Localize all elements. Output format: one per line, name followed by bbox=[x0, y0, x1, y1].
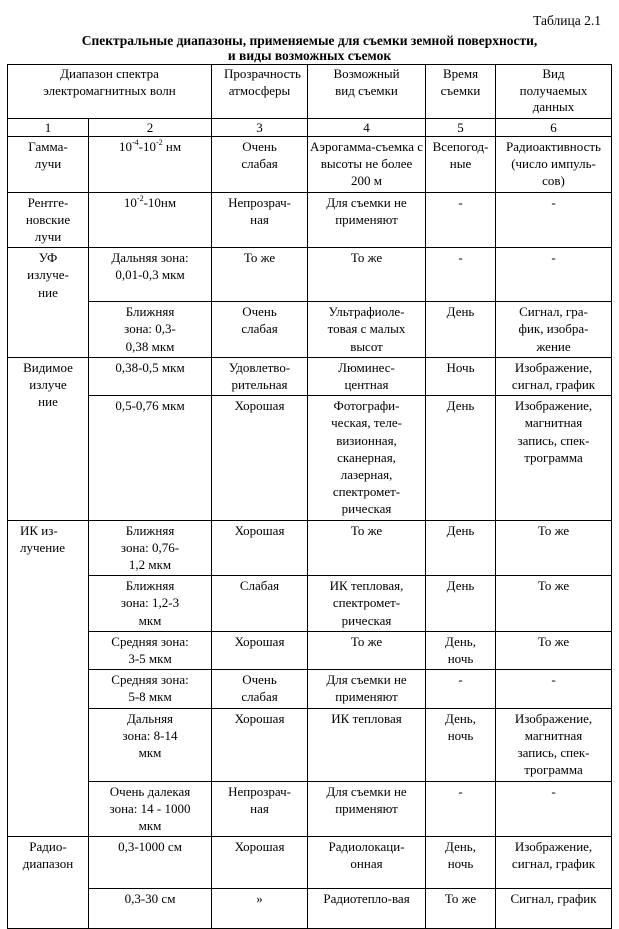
transparency-cell: Хорошая bbox=[212, 520, 308, 576]
transparency-cell: Хорошая bbox=[212, 837, 308, 889]
range-name-xray: Рентге-новские лучи bbox=[8, 192, 89, 248]
col-number: 3 bbox=[212, 119, 308, 137]
transparency-cell: Хорошая bbox=[212, 708, 308, 781]
table-row bbox=[8, 889, 612, 929]
table-row bbox=[8, 248, 612, 302]
range-name-uv: УФ излуче-ние bbox=[8, 248, 89, 358]
subrange-cell: Дальняя зона: 8-14 мкм bbox=[89, 708, 212, 781]
time-cell: День, ночь bbox=[426, 837, 496, 889]
time-cell: День, ночь bbox=[426, 631, 496, 669]
subrange-cell: Средняя зона: 3-5 мкм bbox=[89, 631, 212, 669]
transparency-cell: Очень слабая bbox=[212, 302, 308, 358]
time-cell: - bbox=[426, 670, 496, 708]
time-cell: День bbox=[426, 576, 496, 632]
transparency-cell: Слабая bbox=[212, 576, 308, 632]
survey-cell: То же bbox=[308, 631, 426, 669]
spectral-ranges-table bbox=[7, 64, 612, 929]
transparency-cell: Непрозрач-ная bbox=[212, 781, 308, 837]
col-number: 1 bbox=[8, 119, 89, 137]
transparency-cell: Очень слабая bbox=[212, 137, 308, 193]
range-name-ir: ИК из-лучение bbox=[8, 520, 89, 836]
table-title bbox=[0, 33, 619, 63]
header-data-kind: Вид получаемых данных bbox=[496, 65, 612, 119]
transparency-cell: Хорошая bbox=[212, 396, 308, 520]
data-cell: Изображение, магнитная запись, спек-трограмма bbox=[496, 708, 612, 781]
subrange-cell: $10^{-4}-10^{-2}$ нм bbox=[89, 137, 212, 193]
time-cell: - bbox=[426, 192, 496, 248]
survey-cell: Радиолокаци-онная bbox=[308, 837, 426, 889]
subrange-cell: Дальняя зона: 0,01-0,3 мкм bbox=[89, 248, 212, 302]
range-name-visible: Видимое излуче ние bbox=[8, 357, 89, 520]
header-survey: Возможный вид съемки bbox=[308, 65, 426, 119]
survey-cell: То же bbox=[308, 248, 426, 302]
time-cell: День, ночь bbox=[426, 708, 496, 781]
title-line-1: Спектральные диапазоны, применяемые для съемки земной поверхности, bbox=[81, 33, 538, 48]
table-row bbox=[8, 357, 612, 395]
survey-cell: Фотографи-ческая, теле-визионная, сканерная, лазерная, спектромет-рическая bbox=[308, 396, 426, 520]
table-row bbox=[8, 520, 612, 576]
survey-cell: Для съемки не применяют bbox=[308, 781, 426, 837]
time-cell: То же bbox=[426, 889, 496, 929]
range-name-gamma: Гамма-лучи bbox=[8, 137, 89, 193]
data-cell: - bbox=[496, 248, 612, 302]
time-cell: Ночь bbox=[426, 357, 496, 395]
table-row bbox=[8, 670, 612, 708]
column-number-row bbox=[8, 119, 612, 137]
transparency-cell: То же bbox=[212, 248, 308, 302]
data-cell: То же bbox=[496, 576, 612, 632]
data-cell: Сигнал, гра-фик, изобра-жение bbox=[496, 302, 612, 358]
title-line-2: и виды возможных съемок bbox=[227, 48, 392, 63]
data-cell: Радиоактивность (число импуль-сов) bbox=[496, 137, 612, 193]
header-time: Время съемки bbox=[426, 65, 496, 119]
survey-cell: Люминес-центная bbox=[308, 357, 426, 395]
subrange-cell: Средняя зона: 5-8 мкм bbox=[89, 670, 212, 708]
time-cell: - bbox=[426, 781, 496, 837]
data-cell: - bbox=[496, 670, 612, 708]
table-row bbox=[8, 837, 612, 889]
time-cell: День bbox=[426, 396, 496, 520]
col-number: 6 bbox=[496, 119, 612, 137]
subrange-cell: Ближняя зона: 0,3-0,38 мкм bbox=[89, 302, 212, 358]
survey-cell: ИК тепловая bbox=[308, 708, 426, 781]
time-cell: - bbox=[426, 248, 496, 302]
survey-cell: То же bbox=[308, 520, 426, 576]
table-row bbox=[8, 396, 612, 520]
survey-cell: Аэрогамма-съемка с высоты не более 200 м bbox=[308, 137, 426, 193]
table-row bbox=[8, 631, 612, 669]
header-range: Диапазон спектра электромагнитных волн bbox=[8, 65, 212, 119]
transparency-cell: » bbox=[212, 889, 308, 929]
table-row bbox=[8, 708, 612, 781]
subrange-cell: 0,5-0,76 мкм bbox=[89, 396, 212, 520]
table-row bbox=[8, 576, 612, 632]
time-cell: День bbox=[426, 520, 496, 576]
range-name-radio: Радио-диапазон bbox=[8, 837, 89, 929]
table-row bbox=[8, 302, 612, 358]
subrange-cell: 0,38-0,5 мкм bbox=[89, 357, 212, 395]
transparency-cell: Очень слабая bbox=[212, 670, 308, 708]
data-cell: То же bbox=[496, 520, 612, 576]
data-cell: - bbox=[496, 192, 612, 248]
data-cell: - bbox=[496, 781, 612, 837]
transparency-cell: Хорошая bbox=[212, 631, 308, 669]
data-cell: Изображение, сигнал, график bbox=[496, 357, 612, 395]
header-transparency: Прозрачность атмосферы bbox=[212, 65, 308, 119]
time-cell: День bbox=[426, 302, 496, 358]
header-row bbox=[8, 65, 612, 119]
subrange-cell: Очень далекая зона: 14 - 1000 мкм bbox=[89, 781, 212, 837]
subrange-cell: $10^{-2}-10нм$ bbox=[89, 192, 212, 248]
col-number: 4 bbox=[308, 119, 426, 137]
col-number: 5 bbox=[426, 119, 496, 137]
survey-cell: Ультрафиоле-товая с малых высот bbox=[308, 302, 426, 358]
survey-cell: Радиотепло-вая bbox=[308, 889, 426, 929]
table-row bbox=[8, 781, 612, 837]
subrange-cell: Ближняя зона: 0,76-1,2 мкм bbox=[89, 520, 212, 576]
data-cell: Изображение, сигнал, график bbox=[496, 837, 612, 889]
table-number: Таблица 2.1 bbox=[533, 13, 601, 28]
transparency-cell: Непрозрач-ная bbox=[212, 192, 308, 248]
table-row bbox=[8, 192, 612, 248]
col-number: 2 bbox=[89, 119, 212, 137]
survey-cell: Для съемки не применяют bbox=[308, 192, 426, 248]
subrange-cell: Ближняя зона: 1,2-3 мкм bbox=[89, 576, 212, 632]
subrange-cell: 0,3-1000 см bbox=[89, 837, 212, 889]
survey-cell: ИК тепловая, спектромет-рическая bbox=[308, 576, 426, 632]
data-cell: Изображение, магнитная запись, спек-трограмма bbox=[496, 396, 612, 520]
data-cell: Сигнал, график bbox=[496, 889, 612, 929]
table-row bbox=[8, 137, 612, 193]
survey-cell: Для съемки не применяют bbox=[308, 670, 426, 708]
transparency-cell: Удовлетво-рительная bbox=[212, 357, 308, 395]
time-cell: Всепогод-ные bbox=[426, 137, 496, 193]
subrange-cell: 0,3-30 см bbox=[89, 889, 212, 929]
data-cell: То же bbox=[496, 631, 612, 669]
